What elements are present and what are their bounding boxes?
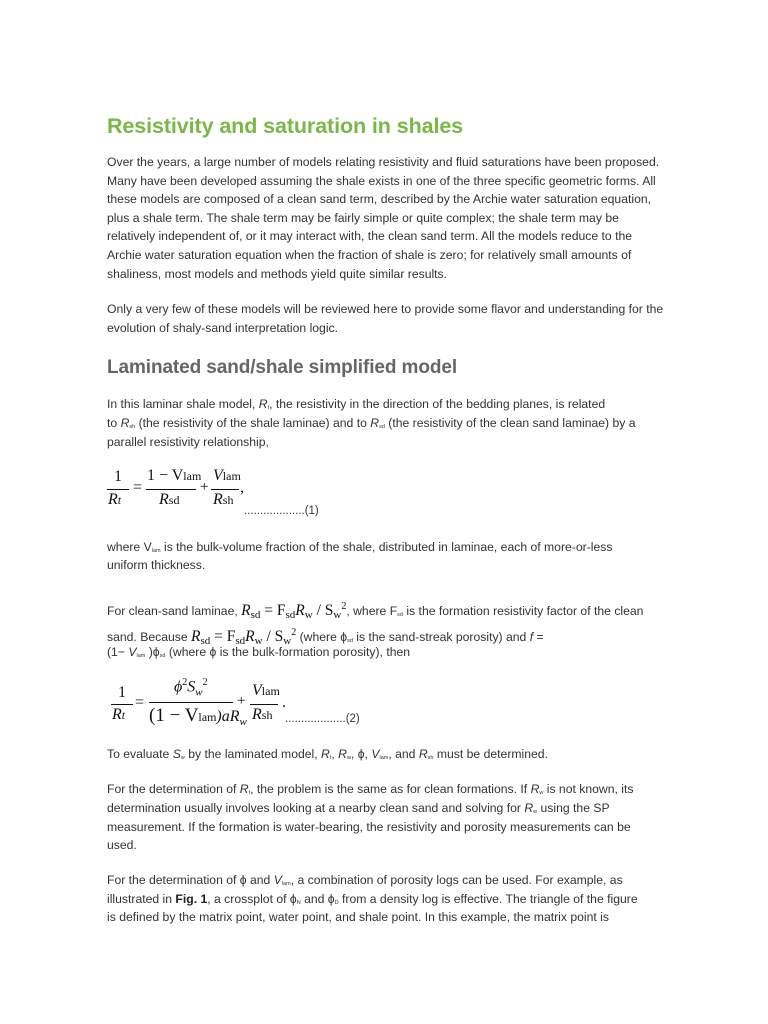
eq2-lhs-den: Rt (112, 706, 126, 723)
evaluate-line: To evaluate Sw by the laminated model, Rt, Rw, ϕ, Vlam, and Rsh must be determined. (107, 747, 548, 761)
eq1-term2-bar (211, 489, 239, 490)
eq1-term1-bar (146, 489, 196, 490)
det1-line-1: For the determination of Rt, the problem is the same as for clean formations. If Rw is not known, its (107, 782, 634, 796)
eq2-term1-bar (149, 702, 233, 703)
eq1-lhs-num: 1 (114, 468, 122, 485)
det1-line-4: used. (107, 838, 137, 852)
where-line-1: where Vlam is the bulk-volume fraction of the shale, distributed in laminae, each of more-or-less (107, 540, 613, 554)
laminar-line-3: parallel resistivity relationship, (107, 435, 269, 449)
eq2-equals: = (135, 694, 145, 711)
clean-sand-line-2: sand. Because $R_{sd} = F_{sd}R_w / S_w^2$ (where ϕsd is the sand-streak porosity) and f = (107, 627, 544, 647)
laminar-line-2: to Rsh (the resistivity of the shale laminae) and to Rsd (the resistivity of the clean sand laminae) by a (107, 416, 636, 430)
fig-1-ref[interactable]: Fig. 1 (175, 892, 208, 906)
eq1-plus: + (200, 479, 209, 495)
eq1-comma: , (240, 479, 244, 496)
det2-line-1: For the determination of ϕ and Vlam, a combination of porosity logs can be used. For example, as (107, 873, 623, 887)
eq2-lhs-num: 1 (118, 684, 126, 701)
clean-sand-line-1: For clean-sand laminae, $R_{sd} = F_{sd}R_w / S_w^2$, where Fsd is the formation resistivity factor of the clean (107, 601, 644, 621)
eq1-equals: = (133, 479, 143, 496)
clean-sand-line-3: (1− Vlam )ϕsd (where ϕ is the bulk-formation porosity), then (107, 645, 411, 659)
eq1-term2-den: Rsh (213, 491, 234, 508)
laminar-line-1: In this laminar shale model, Rt, the resistivity in the direction of the bedding planes, is related (107, 397, 606, 411)
page-title: Resistivity and saturation in shales (107, 114, 464, 138)
eq2-term2-num: Vlam (252, 682, 280, 699)
eq2-term2-den: Rsh (252, 706, 273, 723)
eq1-lhs-den: Rt (108, 491, 122, 508)
eq1-lhs-bar (107, 489, 129, 490)
eq1-number: ...................(1) (244, 505, 319, 517)
eq2-term1-num: $\phi^2S_w^2$ (174, 677, 208, 699)
section-title: Laminated sand/shale simplified model (107, 357, 457, 378)
det1-line-2: determination usually involves looking at a nearby clean sand and solving for Rw using the SP (107, 801, 610, 815)
intro-paragraph-1: Over the years, a large number of models relating resistivity and fluid saturations have been proposed. Many have been developed assuming the shale exists in one of the three specific geometric forms. All these models are composed of a clean sand term, described by the Archie water saturation equation, plus a shale term. The shale term may be fairly simple or quite complex; the shale term may be relatively independent of, or it may interact with, the clean sand term. All the models reduce to the Archie water saturation equation when the fraction of shale is zero; for relatively small amounts of shaliness, most models and methods yield quite similar results. (107, 155, 660, 281)
intro-paragraph-2: Only a very few of these models will be reviewed here to provide some flavor and understanding for the evolution of shaly-sand interpretation logic. (107, 302, 664, 335)
eq2-number: ...................(2) (285, 713, 360, 725)
eq2-plus: + (237, 693, 246, 709)
eq2-dot: . (282, 694, 286, 711)
eq2-term1-den: $(1 - Vlam)aR_w$ (149, 705, 247, 729)
eq2-lhs-bar (111, 704, 133, 705)
det2-line-3: is defined by the matrix point, water point, and shale point. In this example, the matrix point is (107, 910, 609, 924)
det1-line-3: measurement. If the formation is water-bearing, the resistivity and porosity measurements can be (107, 820, 631, 834)
det2-line-2: illustrated in Fig. 1, a crossplot of ϕN and ϕD from a density log is effective. The triangle of the figure (107, 892, 638, 906)
eq1-term2-num: Vlam (213, 467, 241, 484)
eq2-term2-bar (250, 704, 278, 705)
eq1-term1-den: Rsd (159, 491, 180, 508)
where-line-2: uniform thickness. (107, 558, 206, 572)
eq1-term1-num: 1 − Vlam (147, 467, 202, 484)
